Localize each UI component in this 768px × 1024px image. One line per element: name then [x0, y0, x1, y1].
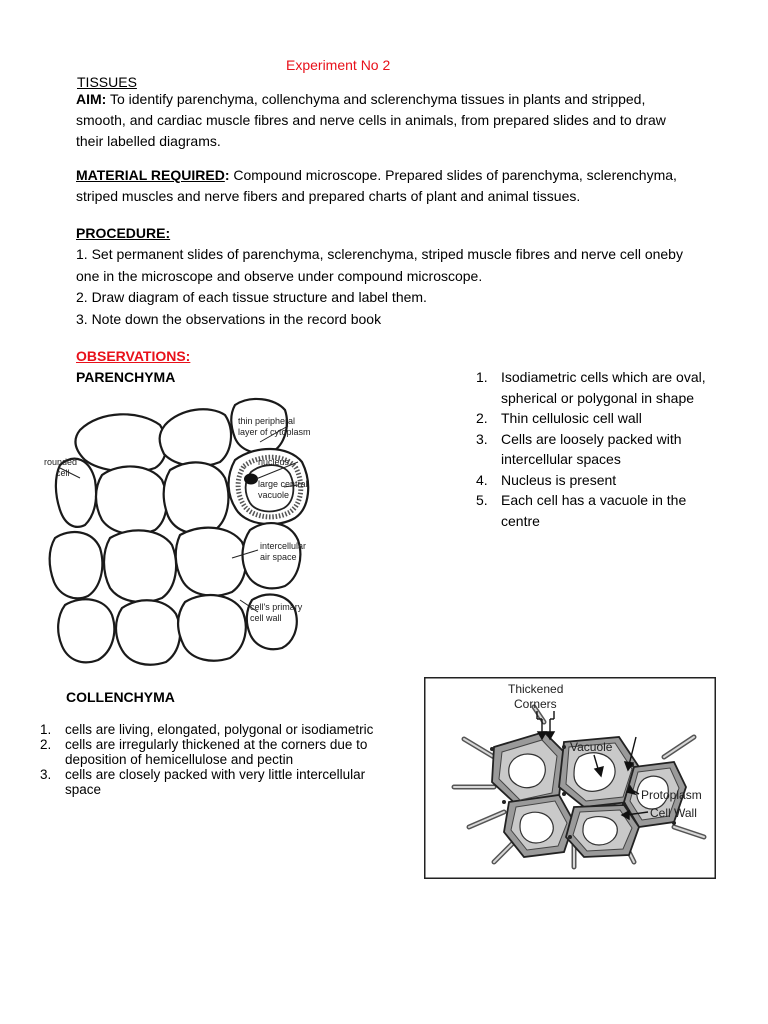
label-rounded-cell-2: cell	[56, 468, 70, 478]
list-item: 1. Isodiametric cells which are oval, spherical or polygonal in shape	[476, 369, 706, 406]
material-text-2: striped muscles and nerve fibers and prepared charts of plant and animal tissues.	[76, 188, 581, 204]
material-text-1: Compound microscope. Prepared slides of parenchyma, sclerenchyma,	[229, 167, 677, 183]
topic-title: TISSUES	[77, 74, 137, 90]
observations-heading: OBSERVATIONS:	[76, 348, 191, 364]
list-item: 4. Nucleus is present	[476, 471, 617, 488]
label-thin-layer-2: layer of cytoplasm	[238, 427, 311, 437]
material-label: MATERIAL REQUIRED	[76, 167, 225, 183]
label-cell-wall: Cell Wall	[650, 806, 697, 820]
label-thin-layer: thin peripheral	[238, 416, 296, 426]
list-item: 5. Each cell has a vacuole in the centre	[476, 492, 687, 529]
procedure-line: 1. Set permanent slides of parenchyma, sclerenchyma, striped muscle fibres and nerve cell oneby	[76, 246, 683, 262]
parenchyma-title: PARENCHYMA	[76, 369, 176, 385]
material-section	[76, 165, 756, 207]
label-thickened: Thickened	[508, 682, 564, 696]
label-air-space-2: air space	[260, 552, 297, 562]
aim-text-3: their labelled diagrams.	[76, 133, 221, 149]
label-vacuole: Vacuole	[570, 740, 613, 754]
label-rounded-cell: rounded	[44, 457, 78, 467]
collenchyma-points	[40, 722, 395, 797]
procedure-steps	[76, 244, 756, 330]
list-item: 2. cells are irregularly thickened at the corners due to deposition of hemicellulose and pectin	[40, 737, 368, 767]
aim-text-1: To identify parenchyma, collenchyma and sclerenchyma tissues in plants and stripped,	[106, 91, 646, 107]
list-item: 3. cells are closely packed with very little intercellular space	[40, 767, 366, 797]
label-protoplasm: Protoplasm	[641, 788, 702, 802]
label-cell-wall-2: cell wall	[250, 613, 282, 623]
aim-text-2: smooth, and cardiac muscle fibres and nerve cells in animals, from prepared slides and to draw	[76, 112, 666, 128]
material-colon: :	[224, 167, 230, 183]
parenchyma-diagram	[40, 390, 380, 675]
label-air-space: intercellular	[260, 541, 307, 551]
label-cell-wall: cell's primary	[250, 602, 303, 612]
experiment-title: Experiment No 2	[286, 57, 391, 73]
list-item: 2. Thin cellulosic cell wall	[476, 410, 642, 426]
procedure-line: 3. Note down the observations in the record book	[76, 310, 382, 327]
label-corners: Corners	[514, 697, 557, 711]
label-vacuole: large central	[258, 479, 308, 489]
procedure-line: one in the microscope and observe under compound microscope.	[76, 267, 483, 284]
collenchyma-title: COLLENCHYMA	[66, 689, 175, 705]
parenchyma-points	[476, 367, 726, 531]
label-nucleus: nucleus	[258, 457, 290, 467]
label-vacuole-2: vacuole	[258, 490, 290, 500]
list-item: 1. cells are living, elongated, polygonal or isodiametric	[40, 722, 374, 737]
procedure-line: 2. Draw diagram of each tissue structure and label them.	[76, 289, 427, 305]
aim-label: AIM:	[76, 91, 107, 107]
collenchyma-diagram	[424, 677, 716, 879]
list-item: 3. Cells are loosely packed with intercellular spaces	[476, 430, 682, 467]
procedure-heading: PROCEDURE:	[76, 225, 171, 241]
aim-section	[76, 89, 756, 152]
